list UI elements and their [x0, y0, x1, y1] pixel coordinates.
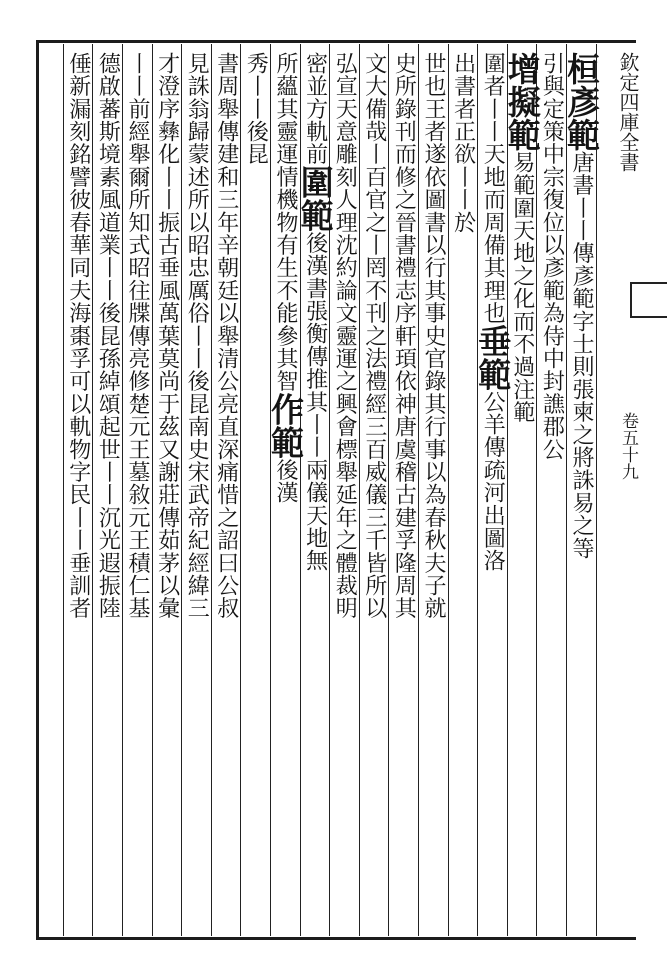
text-column	[58, 52, 98, 936]
page-label: 卷五十九	[618, 412, 638, 480]
entry-text: 所蘊其靈運情機物有生不能參其智	[273, 52, 298, 393]
entry-text: 後漢	[273, 458, 298, 504]
entry-text: 世也王者遂依圖書以行其事史官錄其行事以為春秋夫子就	[421, 52, 446, 620]
entry-text: 易範圍天地之化而不過注範	[509, 151, 535, 424]
entry-text: 文大備哉丨百官之丨罔不刊之法禮經三百威儀三千皆所以	[361, 52, 387, 620]
entry-text: 見誅翁歸蒙述所以昭忠厲俗丨丨後昆南史宋武帝紀經緯三	[184, 52, 210, 620]
entry-text: 公羊傳疏河出圖洛	[480, 390, 506, 573]
entry-heading: 作範	[266, 392, 305, 459]
entry-heading: 垂範	[473, 324, 513, 391]
entry-text: 倕新漏刻銘譬彼春華同夫海棗孚可以軌物字民丨丨垂訓者	[65, 52, 91, 620]
entry-text: 才澄序彝化丨丨振古垂風萬葉莫尚于茲又謝莊傳茹茅以彙	[154, 52, 180, 620]
entry-heading: 圍範	[295, 165, 335, 232]
entry-text: 弘宣天意雕刻人理沈約論文靈運之興會標舉延年之體裁明	[332, 52, 358, 620]
entry-text: 書周舉傳建和三年辛朝廷以舉清公亮直深痛惜之詔曰公叔	[213, 52, 239, 620]
entry-text: 史所錄刊而修之晉書禮志序軒頊依神唐虞稽古建孚隆周其	[391, 52, 417, 620]
column-rule	[596, 44, 597, 936]
entry-heading: 增擬範	[502, 52, 542, 151]
book-title: 欽定四庫全書	[616, 52, 640, 172]
column-rule	[63, 44, 64, 936]
entry-text: 德啟蕃斯境素風道業丨丨後昆孫綽頌起世丨丨沉光遐振陸	[95, 52, 121, 620]
margin-column	[611, 52, 645, 932]
entry-text: 秀丨丨後昆	[243, 52, 269, 166]
entry-text: 圍者丨丨天地而周備其理也	[480, 52, 506, 325]
entry-text: 丨丨前經舉爾所知式昭往牒傳亮修楚元王墓敘元王積仁基	[125, 52, 150, 620]
entry-text: 出書者正欲丨丨於	[450, 52, 476, 234]
entry-text: 後漢書張衡傳推其丨丨兩儀天地無	[302, 231, 328, 572]
entry-text: 密並方軌前	[302, 52, 328, 166]
entry-heading: 桓彥範	[562, 52, 601, 151]
entry-text: 唐書丨丨傳彥範字士則張柬之將誅易之等	[569, 151, 594, 560]
entry-text: 引與定策中宗復位以彥範為侍中封譙郡公	[539, 52, 565, 461]
